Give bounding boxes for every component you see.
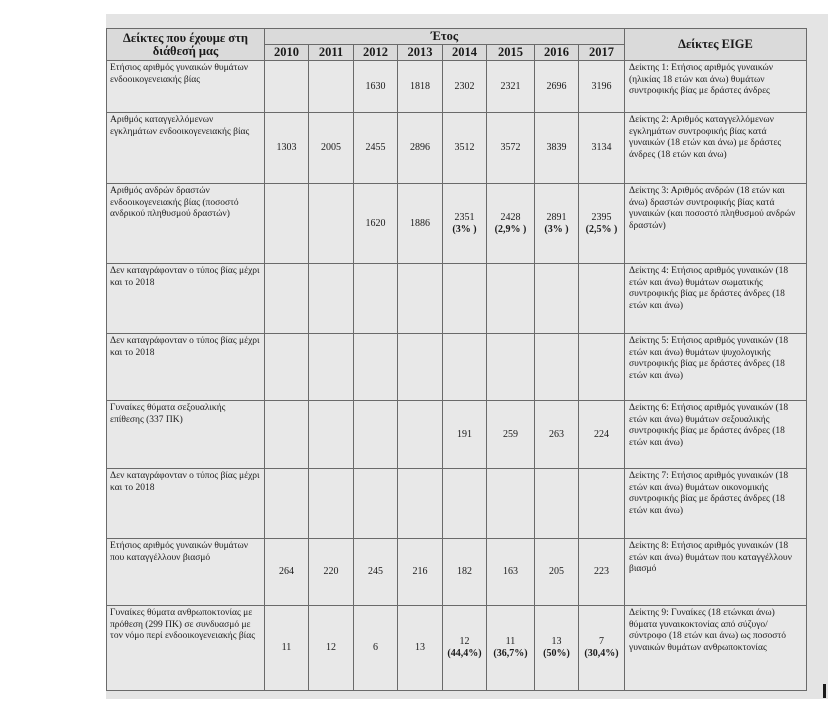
value-number: 6 (373, 642, 378, 653)
indicator-cell: Δεν καταγράφονταν ο τύπος βίας μέχρι και το 2018 (107, 334, 265, 401)
indicator-cell: Γυναίκες θύματα σεξουαλικής επίθεσης (337 ΠΚ) (107, 401, 265, 469)
value-cell (535, 539, 579, 606)
value-cell (443, 113, 487, 184)
value-cell (579, 334, 625, 401)
value-cell (487, 469, 535, 539)
value-number: 205 (549, 566, 564, 577)
value-number: 3134 (591, 142, 612, 153)
value-number: 182 (457, 566, 472, 577)
value-number: 2302 (454, 80, 475, 92)
value-cell (354, 539, 398, 606)
edge-mark (823, 684, 826, 698)
value-cell (265, 401, 309, 469)
value-number: 12 (326, 642, 336, 653)
year-2010: 2010 (265, 45, 309, 61)
value-cell (265, 606, 309, 691)
value-cell (309, 539, 354, 606)
value-cell (443, 334, 487, 401)
eige-indicator-cell: Δείκτης 2: Αριθμός καταγγελλόμενων εγκλημάτων συντροφικής βίας κατά γυναικών (18 ετών και άνω) με δράστες άνδρες (18 ετών και άνω) (625, 113, 807, 184)
year-2012: 2012 (354, 45, 398, 61)
eige-indicator-cell: Δείκτης 1: Ετήσιος αριθμός γυναικών (ηλικίας 18 ετών και άνω) θυμάτων συντροφικής βίας με δράστες άνδρες (625, 61, 807, 113)
value-cell (265, 469, 309, 539)
value-cell (579, 184, 625, 264)
value-cell (398, 606, 443, 691)
value-cell (443, 401, 487, 469)
eige-indicator-cell: Δείκτης 9: Γυναίκες (18 ετώνκαι άνω) θύματα γυναικοκτονίας από σύζυγο/σύντροφο (18 ετών και άνω) ως ποσοστό γυναικών θυμάτων ανθρωποκτονίας (625, 606, 807, 691)
value-cell (579, 606, 625, 691)
value-number: 1818 (410, 80, 430, 92)
value-cell (309, 61, 354, 113)
value-cell (309, 401, 354, 469)
year-2017: 2017 (579, 45, 625, 61)
value-cell (535, 61, 579, 113)
value-number: 1620 (365, 217, 386, 229)
value-cell (309, 264, 354, 334)
year-header: Έτος (265, 29, 625, 45)
value-cell (535, 469, 579, 539)
value-cell (579, 401, 625, 469)
value-cell (354, 113, 398, 184)
eige-indicator-cell: Δείκτης 8: Ετήσιος αριθμός γυναικών (18 ετών και άνω) θυμάτων που καταγγέλλουν βιασμό (625, 539, 807, 606)
value-cell (309, 469, 354, 539)
value-number: 13 (415, 642, 425, 653)
value-cell (265, 264, 309, 334)
value-number: 163 (503, 566, 518, 577)
year-2016: 2016 (535, 45, 579, 61)
value-cell (398, 401, 443, 469)
value-number: 3512 (454, 142, 475, 153)
value-number: 7 (599, 636, 604, 647)
indicator-cell: Δεν καταγράφονταν ο τύπος βίας μέχρι και το 2018 (107, 264, 265, 334)
value-number: 12 (459, 636, 470, 647)
indicator-cell: Αριθμός καταγγελλόμενων εγκλημάτων ενδοοικογενειακής βίας (107, 113, 265, 184)
value-cell (443, 184, 487, 264)
table-body (107, 61, 807, 691)
value-cell (535, 334, 579, 401)
value-number: 11 (281, 642, 292, 653)
table-row (107, 401, 807, 469)
table-row (107, 539, 807, 606)
value-number: 245 (368, 566, 383, 577)
value-number: 220 (323, 566, 339, 577)
value-number: 1303 (276, 142, 297, 153)
value-cell (354, 606, 398, 691)
indicators-table (106, 28, 807, 691)
value-percentage: (50%) (543, 648, 570, 659)
value-number: 2005 (321, 142, 341, 153)
eige-indicator-cell: Δείκτης 3: Αριθμός ανδρών (18 ετών και άνω) δραστών συντροφικής βίας κατά γυναικών (και ποσοστό πληθυσμού ανδρών δραστών) (625, 184, 807, 264)
value-cell (398, 184, 443, 264)
value-number: 11 (505, 636, 516, 647)
value-number: 2351 (454, 211, 475, 223)
value-cell (487, 113, 535, 184)
value-cell (443, 61, 487, 113)
value-cell (487, 539, 535, 606)
eige-indicator-cell: Δείκτης 7: Ετήσιος αριθμός γυναικών (18 ετών και άνω) θυμάτων οικονομικής συντροφικής βίας με δράστες άνδρες (18 ετών και άνω) (625, 469, 807, 539)
value-cell (487, 334, 535, 401)
value-cell (398, 334, 443, 401)
year-2014: 2014 (443, 45, 487, 61)
value-number: 2891 (546, 211, 567, 223)
value-cell (487, 264, 535, 334)
value-cell (398, 61, 443, 113)
value-number: 2321 (500, 80, 521, 92)
indicator-cell: Γυναίκες θύματα ανθρωποκτονίας με πρόθεση (299 ΠΚ) σε συνδυασμό με τον νόμο περί ενδοοικογενειακής βίας (107, 606, 265, 691)
value-percentage: (2,5% ) (585, 223, 618, 235)
year-2011: 2011 (309, 45, 354, 61)
value-cell (443, 264, 487, 334)
table-row (107, 606, 807, 691)
indicator-cell: Ετήσιος αριθμός γυναικών θυμάτων ενδοοικογενειακής βίας (107, 61, 265, 113)
value-cell (443, 606, 487, 691)
value-number: 2428 (500, 211, 521, 223)
indicator-cell: Δεν καταγράφονταν ο τύπος βίας μέχρι και το 2018 (107, 469, 265, 539)
value-cell (309, 606, 354, 691)
value-cell (487, 184, 535, 264)
value-number: 2696 (546, 80, 567, 92)
table-row (107, 264, 807, 334)
table-row (107, 113, 807, 184)
value-cell (579, 539, 625, 606)
value-percentage: (3% ) (452, 223, 477, 235)
eige-indicator-cell: Δείκτης 4: Ετήσιος αριθμός γυναικών (18 ετών και άνω) θυμάτων σωματικής συντροφικής βίας με δράστες άνδρες (18 ετών και άνω) (625, 264, 807, 334)
value-number: 1886 (410, 217, 430, 229)
value-cell (443, 469, 487, 539)
value-cell (443, 539, 487, 606)
value-number: 216 (412, 566, 428, 577)
value-cell (354, 469, 398, 539)
value-cell (354, 264, 398, 334)
value-cell (535, 113, 579, 184)
table-row (107, 61, 807, 113)
value-cell (354, 184, 398, 264)
value-cell (579, 469, 625, 539)
value-cell (487, 61, 535, 113)
value-cell (265, 113, 309, 184)
value-cell (309, 113, 354, 184)
value-cell (398, 469, 443, 539)
indicator-cell: Ετήσιος αριθμός γυναικών θυμάτων που καταγγέλλουν βιασμό (107, 539, 265, 606)
indicator-cell: Αριθμός ανδρών δραστών ενδοοικογενειακής βίας (ποσοστό ανδρικού πληθυσμού δραστών) (107, 184, 265, 264)
value-number: 263 (549, 428, 564, 440)
table-row (107, 334, 807, 401)
value-cell (354, 334, 398, 401)
value-number: 1630 (365, 80, 386, 92)
value-percentage: (36,7%) (493, 648, 528, 659)
table-row (107, 184, 807, 264)
value-cell (354, 401, 398, 469)
value-cell (398, 264, 443, 334)
value-number: 2896 (410, 142, 430, 153)
value-number: 3839 (546, 142, 567, 153)
value-cell (535, 264, 579, 334)
value-cell (579, 61, 625, 113)
value-cell (487, 606, 535, 691)
value-cell (535, 606, 579, 691)
value-number: 3572 (500, 142, 521, 153)
value-number: 3196 (591, 80, 612, 92)
value-number: 224 (594, 428, 609, 440)
value-cell (579, 264, 625, 334)
table-row (107, 469, 807, 539)
value-number: 13 (551, 636, 562, 647)
value-number: 2455 (365, 142, 386, 153)
value-cell (265, 61, 309, 113)
value-cell (535, 184, 579, 264)
value-cell (265, 334, 309, 401)
eige-indicator-cell: Δείκτης 6: Ετήσιος αριθμός γυναικών (18 ετών και άνω) θυμάτων σεξουαλικής συντροφικής βίας με δράστες άνδρες (18 ετών και άνω) (625, 401, 807, 469)
value-cell (579, 113, 625, 184)
value-percentage: (3% ) (544, 223, 569, 235)
value-cell (535, 401, 579, 469)
value-number: 191 (457, 428, 472, 440)
value-cell (398, 539, 443, 606)
value-percentage: (30,4%) (584, 648, 619, 659)
value-cell (265, 184, 309, 264)
scanned-table-sheet (106, 14, 828, 699)
value-cell (265, 539, 309, 606)
value-number: 223 (594, 566, 609, 577)
value-number: 259 (503, 428, 518, 440)
eige-indicator-cell: Δείκτης 5: Ετήσιος αριθμός γυναικών (18 ετών και άνω) θυμάτων ψυχολογικής συντροφικής βίας με δράστες άνδρες (18 ετών και άνω) (625, 334, 807, 401)
year-2013: 2013 (398, 45, 443, 61)
year-2015: 2015 (487, 45, 535, 61)
indicators-header: Δείκτες που έχουμε στη διάθεσή μας (107, 29, 265, 61)
value-cell (487, 401, 535, 469)
value-cell (398, 113, 443, 184)
value-number: 2395 (591, 211, 612, 223)
eige-header: Δείκτες EIGE (625, 29, 807, 61)
value-cell (354, 61, 398, 113)
value-percentage: (2,9% ) (494, 223, 527, 235)
value-number: 264 (279, 566, 294, 577)
value-percentage: (44,4%) (447, 648, 482, 659)
value-cell (309, 334, 354, 401)
value-cell (309, 184, 354, 264)
